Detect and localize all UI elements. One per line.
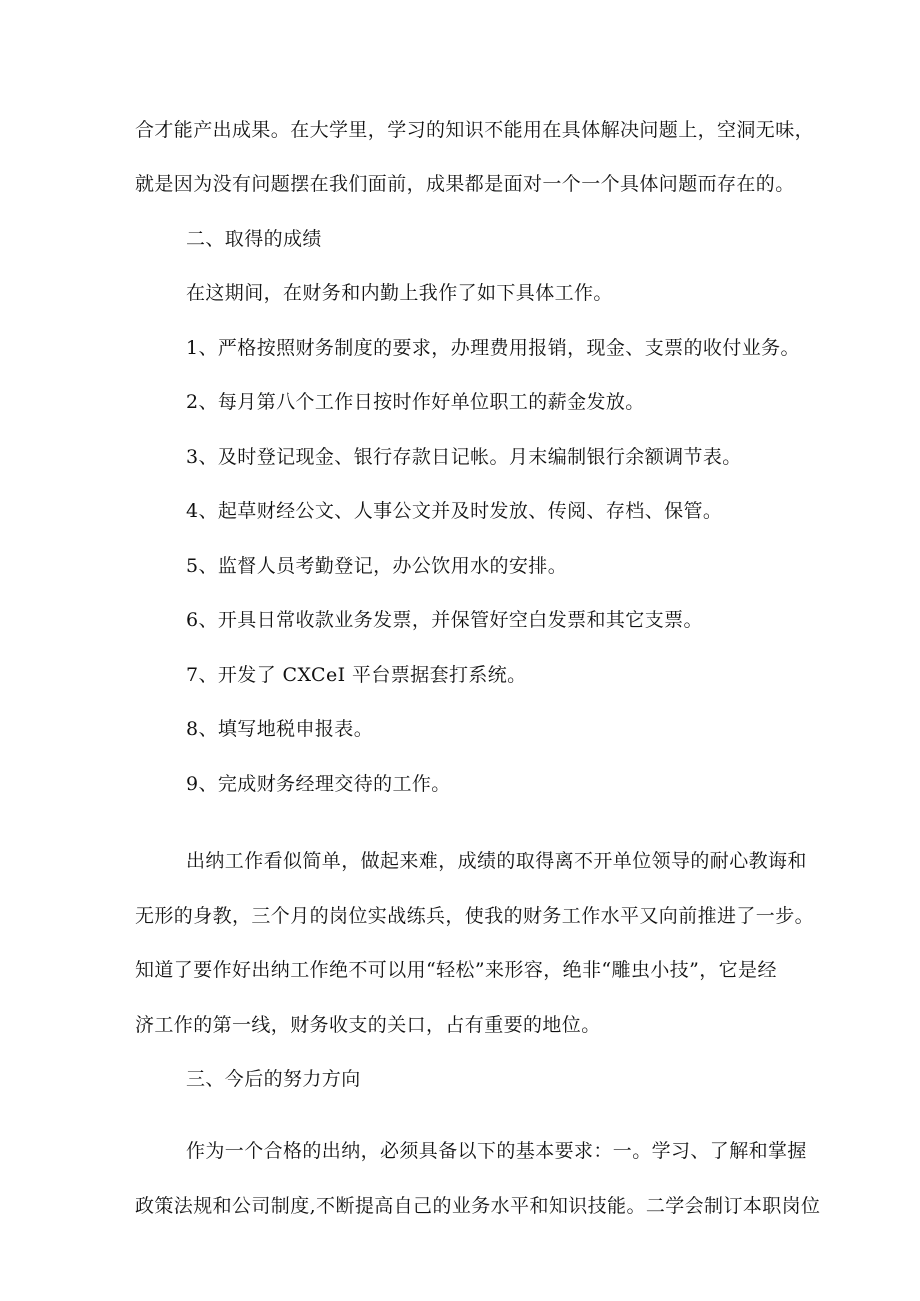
list-item: 7、开发了 CXCeI 平台票据套打系统。 xyxy=(186,664,527,686)
paragraph-line: 知道了要作好出纳工作绝不可以用“轻松”来形容，绝非“雕虫小技”，它是经 xyxy=(135,959,777,981)
paragraph-line: 在这期间，在财务和内勤上我作了如下具体工作。 xyxy=(186,282,613,304)
list-item: 5、监督人员考勤登记，办公饮用水的安排。 xyxy=(186,555,568,577)
list-item: 6、开具日常收款业务发票，并保管好空白发票和其它支票。 xyxy=(186,609,703,631)
list-item: 8、填写地税申报表。 xyxy=(186,718,374,740)
paragraph-line: 作为一个合格的出纳，必须具备以下的基本要求：一。学习、了解和掌握 xyxy=(186,1140,807,1162)
list-item: 4、起草财经公文、人事公文并及时发放、传阅、存档、保管。 xyxy=(186,500,723,522)
paragraph-line: 无形的身教，三个月的岗位实战练兵，使我的财务工作水平又向前推进了一步。 xyxy=(135,905,815,927)
list-item: 1、严格按照财务制度的要求，办理费用报销，现金、支票的收付业务。 xyxy=(186,337,800,359)
paragraph-line: 出纳工作看似简单，做起来难，成绩的取得离不开单位领导的耐心教诲和 xyxy=(186,850,807,872)
section-heading: 三、今后的努力方向 xyxy=(186,1068,361,1090)
paragraph-line: 合才能产出成果。在大学里，学习的知识不能用在具体解决问题上，空洞无味， xyxy=(135,119,815,141)
paragraph-line: 济工作的第一线，财务收支的关口，占有重要的地位。 xyxy=(135,1014,601,1036)
list-item: 2、每月第八个工作日按时作好单位职工的薪金发放。 xyxy=(186,391,645,413)
paragraph-line: 就是因为没有问题摆在我们面前，成果都是面对一个一个具体问题而存在的。 xyxy=(135,173,795,195)
paragraph-line: 政策法规和公司制度,不断提高自己的业务水平和知识技能。二学会制订本职岗位 xyxy=(135,1195,821,1217)
list-item: 9、完成财务经理交待的工作。 xyxy=(186,773,451,795)
section-heading: 二、取得的成绩 xyxy=(186,228,322,250)
list-item: 3、及时登记现金、银行存款日记帐。月末编制银行余额调节表。 xyxy=(186,446,742,468)
